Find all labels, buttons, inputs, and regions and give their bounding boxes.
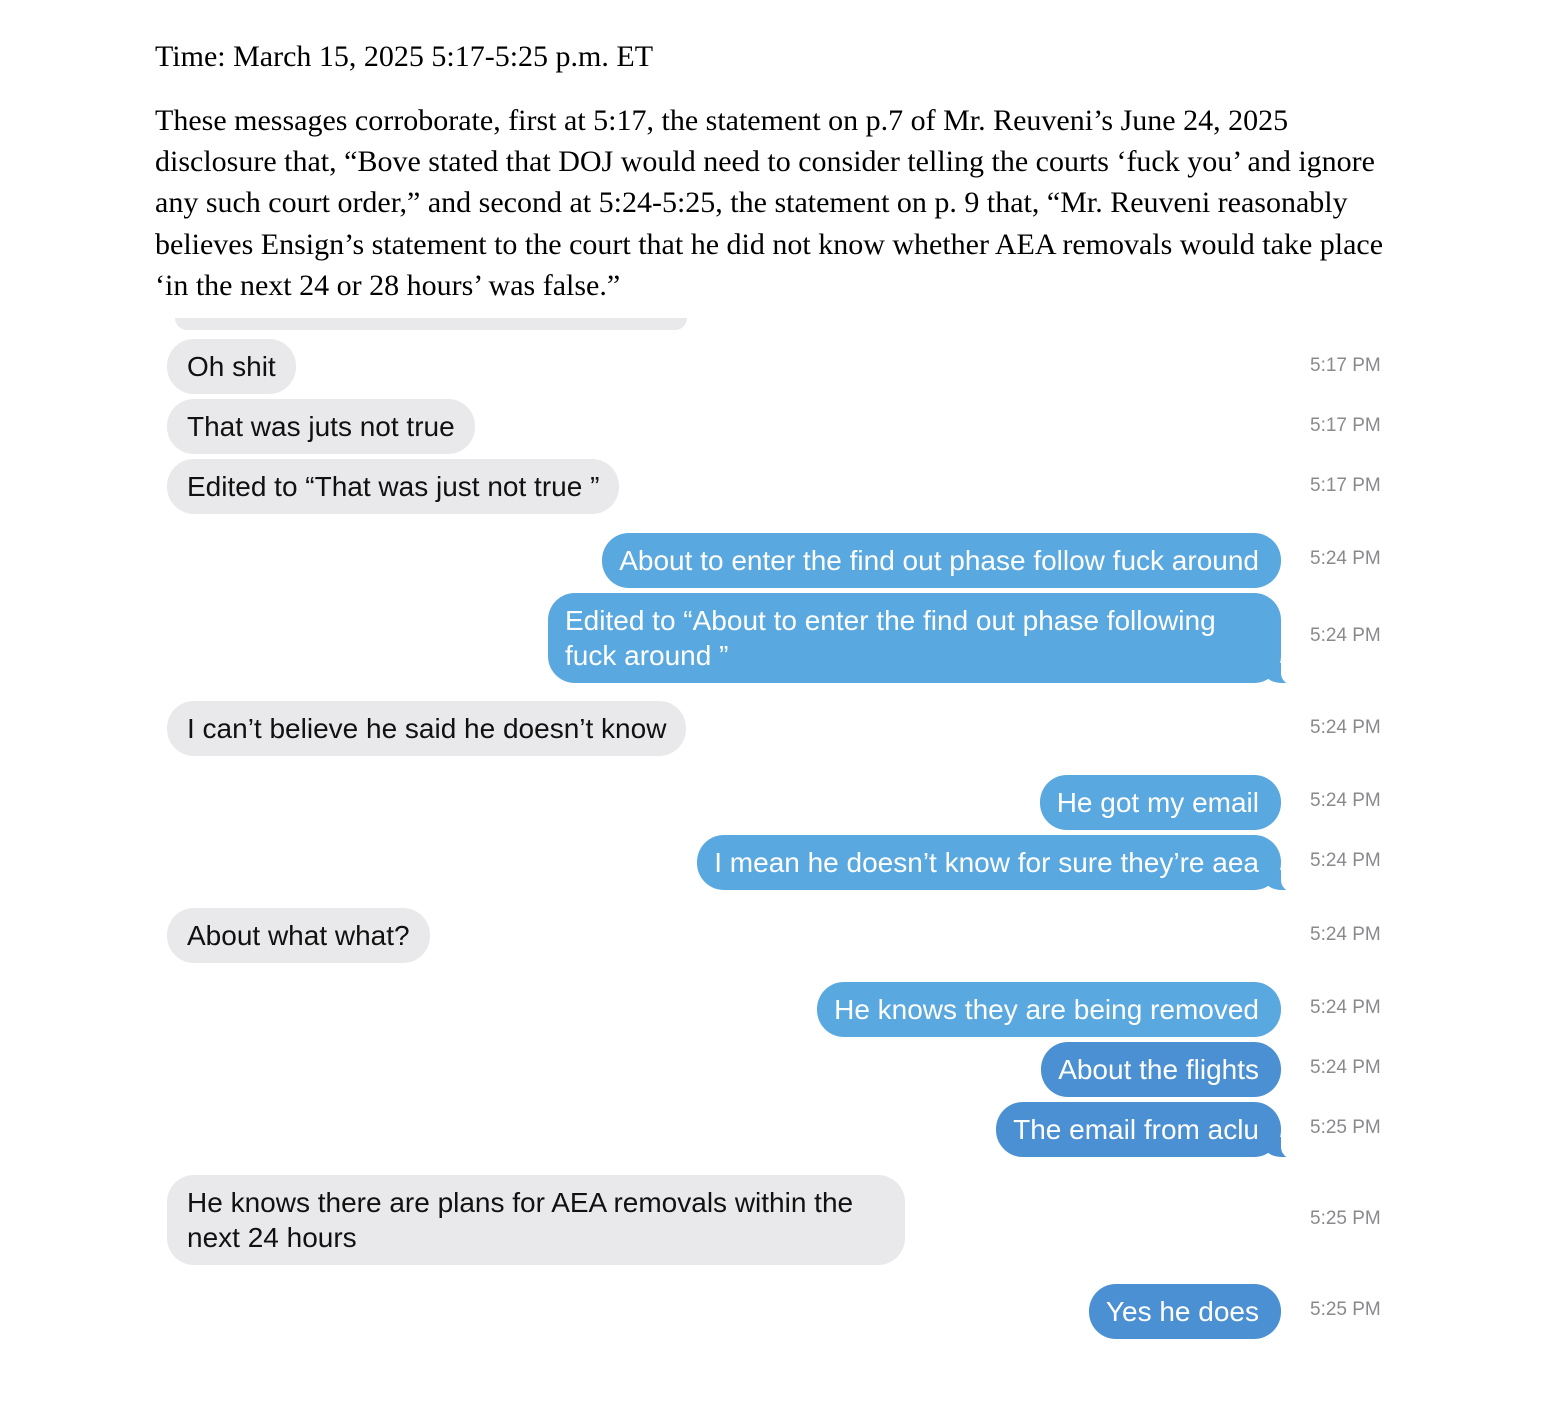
message-text: Yes he does xyxy=(1105,1296,1259,1327)
message-bubble-outgoing xyxy=(548,593,1281,683)
message-text: He knows they are being removed xyxy=(834,994,1259,1025)
message-text: The email from aclu xyxy=(1013,1114,1259,1145)
message-bubble-incoming xyxy=(167,908,430,963)
message-timestamp: 5:25 PM xyxy=(1310,1208,1381,1229)
message-timestamp: 5:24 PM xyxy=(1310,850,1381,871)
message-bubble-incoming xyxy=(167,399,475,454)
message-timestamp: 5:24 PM xyxy=(1310,717,1381,738)
message-text: That was juts not true xyxy=(187,411,455,442)
message-bubble-outgoing xyxy=(1089,1284,1281,1339)
message-timestamp: 5:24 PM xyxy=(1310,997,1381,1018)
message-timestamp: 5:24 PM xyxy=(1310,548,1381,569)
message-text: Oh shit xyxy=(187,351,276,382)
message-timestamp: 5:25 PM xyxy=(1310,1299,1381,1320)
message-bubble-outgoing xyxy=(1041,1042,1281,1097)
message-timestamp: 5:24 PM xyxy=(1310,790,1381,811)
message-bubble-incoming xyxy=(167,1175,905,1265)
message-timestamp: 5:25 PM xyxy=(1310,1117,1381,1138)
message-text: I mean he doesn’t know for sure they’re aea xyxy=(714,847,1259,878)
message-bubble-outgoing xyxy=(602,533,1281,588)
message-timestamp: 5:17 PM xyxy=(1310,475,1381,496)
document-paragraph: These messages corroborate, first at 5:17, the statement on p.7 of Mr. Reuveni’s June 24, 2025 disclosure that, “Bove stated that DOJ would need to consider telling the courts ‘fuck you’ and ignore any such court order,” and second at 5:24-5:25, the statement on p. 9 that, “Mr. Reuveni reasonably believes Ensign’s statement to the court that he did not know whether AEA removals would take place ‘in the next 24 or 28 hours’ was false.” xyxy=(155,104,1384,302)
message-text: Edited to “About to enter the find out phase following fuck around ” xyxy=(565,605,1216,671)
message-timestamp: 5:24 PM xyxy=(1310,924,1381,945)
message-timestamp: 5:24 PM xyxy=(1310,625,1381,646)
message-bubble-incoming xyxy=(167,701,686,756)
clipped-message-bubble xyxy=(175,318,687,330)
message-bubble-incoming xyxy=(167,339,296,394)
message-text: He knows there are plans for AEA removals within the next 24 hours xyxy=(187,1187,854,1253)
message-timestamp: 5:17 PM xyxy=(1310,415,1381,436)
message-text: Edited to “That was just not true ” xyxy=(187,471,600,502)
message-text: About what what? xyxy=(187,920,410,951)
message-bubble-outgoing xyxy=(1040,775,1281,830)
message-text: About to enter the find out phase follow fuck around xyxy=(619,545,1259,576)
message-timestamp: 5:17 PM xyxy=(1310,355,1381,376)
message-text: I can’t believe he said he doesn’t know xyxy=(187,713,667,744)
message-text: He got my email xyxy=(1056,787,1259,818)
message-text: About the flights xyxy=(1058,1054,1259,1085)
message-bubble-outgoing xyxy=(697,835,1281,890)
message-timestamp: 5:24 PM xyxy=(1310,1057,1381,1078)
message-bubble-outgoing xyxy=(996,1102,1281,1157)
message-bubble-outgoing xyxy=(817,982,1281,1037)
document-time-line: Time: March 15, 2025 5:17-5:25 p.m. ET xyxy=(155,40,654,73)
message-bubble-incoming xyxy=(167,459,619,514)
